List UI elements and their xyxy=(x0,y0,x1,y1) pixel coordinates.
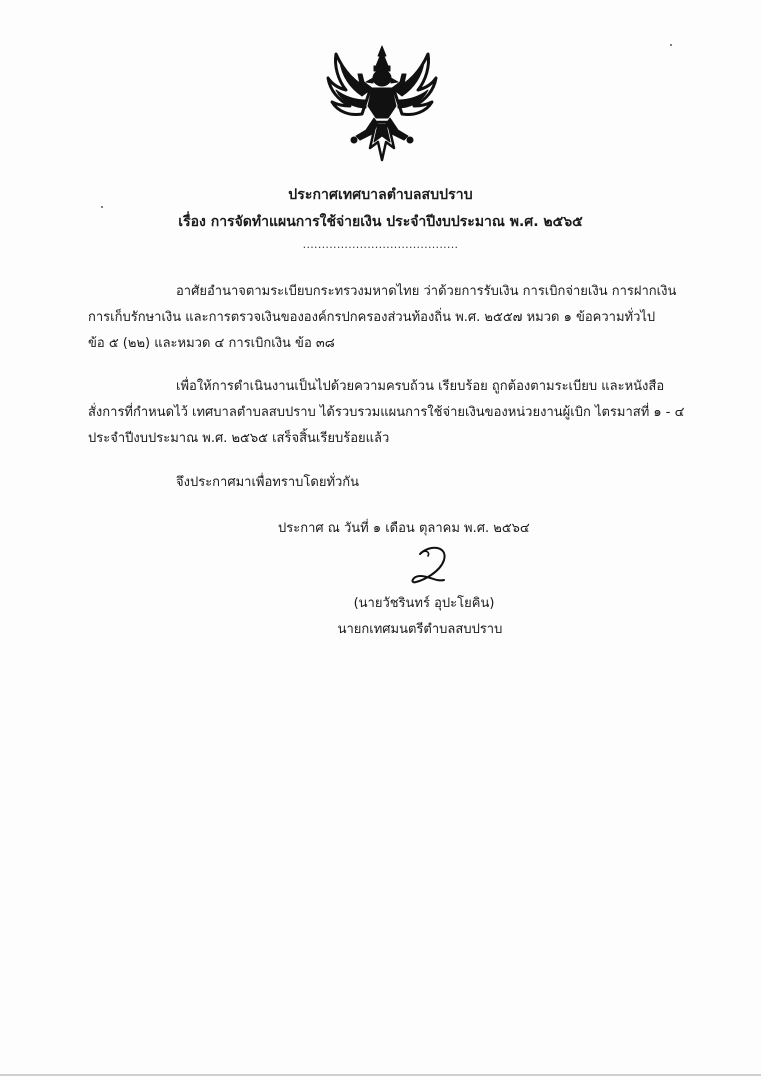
paragraph2-line3: ประจำปีงบประมาณ พ.ศ. ๒๕๖๕ เสร็จสิ้นเรียบร้อยแล้ว xyxy=(88,431,390,446)
paragraph1-line1: อาศัยอำนาจตามระเบียบกระทรวงมหาดไทย ว่าด้วยการรับเงิน การเบิกจ่ายเงิน การฝากเงิน xyxy=(176,284,677,299)
scan-speck xyxy=(670,44,672,46)
announcement-title: ประกาศเทศบาลตำบลสบปราบ xyxy=(288,187,473,203)
paragraph2-line1: เพื่อให้การดำเนินงานเป็นไปด้วยความครบถ้วน เรียบร้อย ถูกต้องตามระเบียบ และหนังสือ xyxy=(176,379,665,394)
announcement-date: ประกาศ ณ วันที่ ๑ เดือน ตุลาคม พ.ศ. ๒๕๖๔ xyxy=(278,521,530,536)
signer-title: นายกเทศมนตรีตำบลสบปราบ xyxy=(337,622,503,637)
title-separator: ......................................... xyxy=(302,238,459,251)
scan-edge-line xyxy=(0,1074,761,1076)
paragraph2-line2: สั่งการที่กำหนดไว้ เทศบาลตำบลสบปราบ ได้รวบรวมแผนการใช้จ่ายเงินของหน่วยงานผู้เบิก ไตรมาสที่ ๑ - ๔ xyxy=(88,405,685,420)
announcement-subject: เรื่อง การจัดทำแผนการใช้จ่ายเงิน ประจำปีงบประมาณ พ.ศ. ๒๕๖๕ xyxy=(178,214,583,230)
garuda-emblem-icon xyxy=(326,44,438,162)
scan-speck xyxy=(101,206,103,208)
paragraph1-line2: การเก็บรักษาเงิน และการตรวจเงินขององค์กรปกครองส่วนท้องถิ่น พ.ศ. ๒๕๕๗ หมวด ๑ ข้อความทั่วไป xyxy=(88,310,656,325)
handwritten-signature-icon xyxy=(400,540,460,590)
closing-statement: จึงประกาศมาเพื่อทราบโดยทั่วกัน xyxy=(176,475,360,490)
signer-name: (นายวัชรินทร์ อุปะโยคิน) xyxy=(353,596,495,611)
paragraph1-line3: ข้อ ๕ (๒๒) และหมวด ๔ การเบิกเงิน ข้อ ๓๘ xyxy=(88,336,335,351)
